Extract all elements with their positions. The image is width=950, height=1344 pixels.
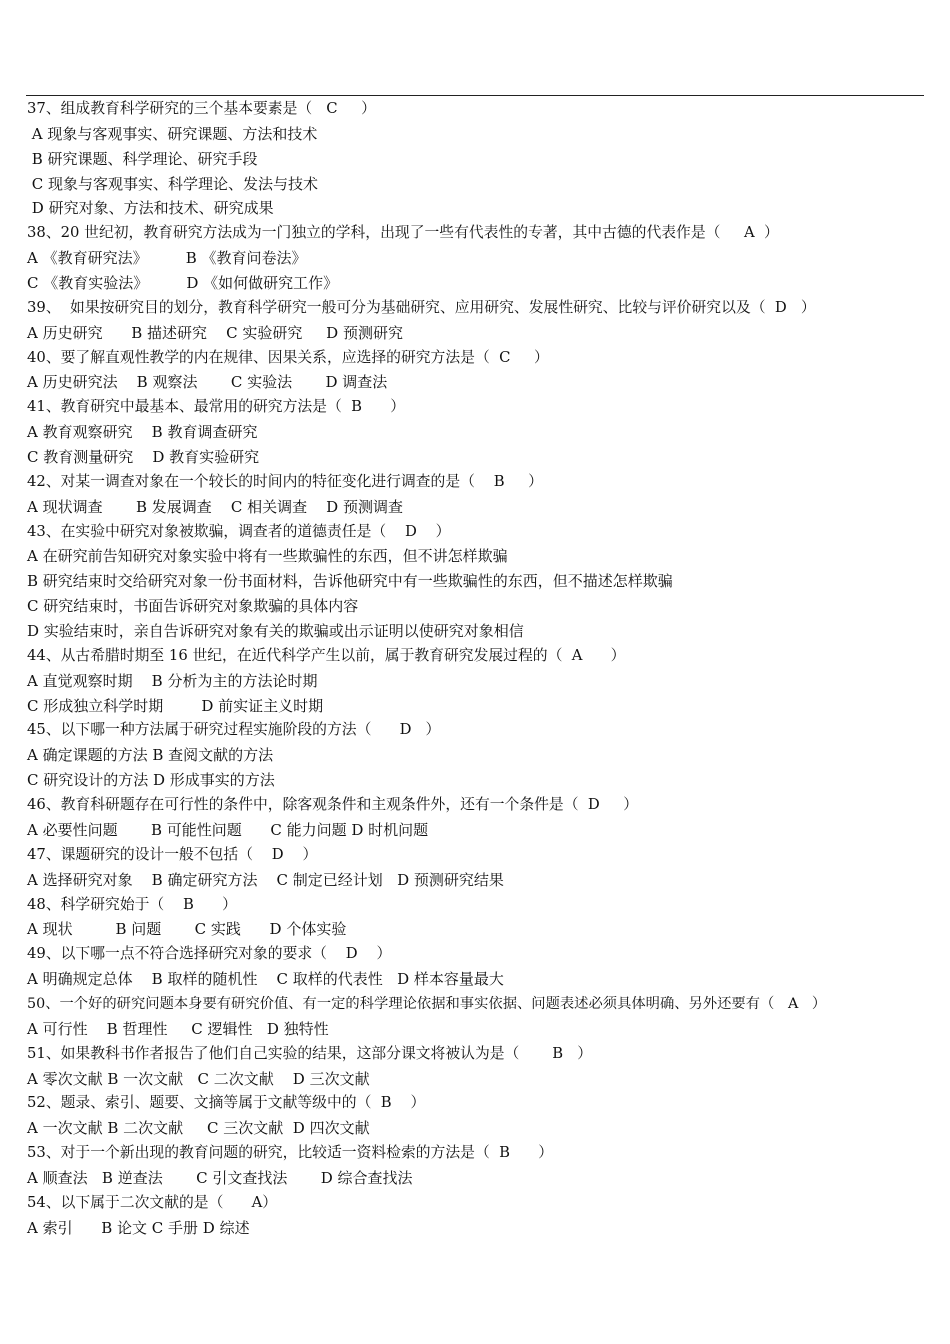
question-48: 48、科学研究始于（ B ） [27,895,237,913]
options-46: A 必要性问题 B 可能性问题 C 能力问题 D 时机问题 [27,820,429,839]
option-43-b: B 研究结束时交给研究对象一份书面材料，告诉他研究中有一些欺骗性的东西，但不描述怎样欺骗 [27,572,673,591]
question-46: 46、教育科研题存在可行性的条件中，除客观条件和主观条件外，还有一个条件是（ D ） [27,796,639,814]
question-54: 54、以下属于二次文献的是（ A） [27,1193,278,1211]
header-rule [26,95,924,96]
question-40: 40、要了解直观性教学的内在规律、因果关系，应选择的研究方法是（ C ） [27,348,549,366]
question-39: 39、 如果按研究目的划分，教育科学研究一般可分为基础研究、应用研究、发展性研究、比较与评价研究以及（ D ） [27,298,816,316]
question-50: 50、一个好的研究问题本身要有研究价值、有一定的科学理论依据和事实依据、问题表述必须具体明确、另外还要有（ A ） [27,995,827,1012]
options-44-cd: C 形成独立科学时期 D 前实证主义时期 [27,696,324,715]
option-43-c: C 研究结束时，书面告诉研究对象欺骗的具体内容 [27,597,359,616]
question-41: 41、教育研究中最基本、最常用的研究方法是（ B ） [27,398,406,416]
option-37-b: B 研究课题、科学理论、研究手段 [27,149,258,168]
options-50: A 可行性 B 哲理性 C 逻辑性 D 独特性 [27,1019,329,1038]
options-47: A 选择研究对象 B 确定研究方法 C 制定已经计划 D 预测研究结果 [27,870,504,889]
question-37: 37、组成教育科学研究的三个基本要素是（ C ） [27,100,376,117]
question-47: 47、课题研究的设计一般不包括（ D ） [27,845,318,863]
option-43-a: A 在研究前告知研究对象实验中将有一些欺骗性的东西，但不讲怎样欺骗 [27,547,508,566]
options-41-ab: A 教育观察研究 B 教育调查研究 [27,423,258,442]
option-37-a: A 现象与客观事实、研究课题、方法和技术 [27,124,318,143]
options-42: A 现状调查 B 发展调查 C 相关调查 D 预测调查 [27,497,403,516]
options-54: A 索引 B 论文 C 手册 D 综述 [27,1218,250,1237]
options-45-ab: A 确定课题的方法 B 查阅文献的方法 [27,746,274,765]
options-49: A 明确规定总体 B 取样的随机性 C 取样的代表性 D 样本容量最大 [27,970,504,989]
options-48: A 现状 B 问题 C 实践 D 个体实验 [27,920,347,939]
option-43-d: D 实验结束时，亲自告诉研究对象有关的欺骗或出示证明以使研究对象相信 [27,622,524,641]
question-45: 45、以下哪一种方法属于研究过程实施阶段的方法（ D ） [27,721,441,739]
options-45-cd: C 研究设计的方法 D 形成事实的方法 [27,771,275,790]
question-53: 53、对于一个新出现的教育问题的研究，比较适一资料检索的方法是（ B ） [27,1144,554,1162]
option-37-d: D 研究对象、方法和技术、研究成果 [27,199,274,218]
question-51: 51、如果教科书作者报告了他们自己实验的结果，这部分课文将被认为是（ B ） [27,1044,593,1062]
options-41-cd: C 教育测量研究 D 教育实验研究 [27,448,260,467]
options-40: A 历史研究法 B 观察法 C 实验法 D 调查法 [27,373,388,392]
options-51: A 零次文献 B 一次文献 C 二次文献 D 三次文献 [27,1069,370,1088]
question-42: 42、对某一调查对象在一个较长的时间内的特征变化进行调查的是（ B ） [27,472,543,490]
question-49: 49、以下哪一点不符合选择研究对象的要求（ D ） [27,945,392,963]
options-38-cd: C 《教育实验法》 D 《如何做研究工作》 [27,274,339,293]
options-38-ab: A 《教育研究法》 B 《教育问卷法》 [27,249,307,268]
options-52: A 一次文献 B 二次文献 C 三次文献 D 四次文献 [27,1119,370,1138]
question-52: 52、题录、索引、题要、文摘等属于文献等级中的（ B ） [27,1094,426,1112]
options-44-ab: A 直觉观察时期 B 分析为主的方法论时期 [27,671,318,690]
question-44: 44、从古希腊时期至 16 世纪，在近代科学产生以前，属于教育研究发展过程的（ A ） [27,646,626,664]
option-37-c: C 现象与客观事实、科学理论、发法与技术 [27,174,319,193]
options-53: A 顺查法 B 逆查法 C 引文查找法 D 综合查找法 [27,1168,413,1187]
question-43: 43、在实验中研究对象被欺骗，调查者的道德责任是（ D ） [27,522,451,540]
question-list [27,97,927,1241]
options-39: A 历史研究 B 描述研究 C 实验研究 D 预测研究 [27,323,403,342]
question-38: 38、20 世纪初，教育研究方法成为一门独立的学科，出现了一些有代表性的专著，其中古德的代表作是（ A ） [27,224,779,242]
